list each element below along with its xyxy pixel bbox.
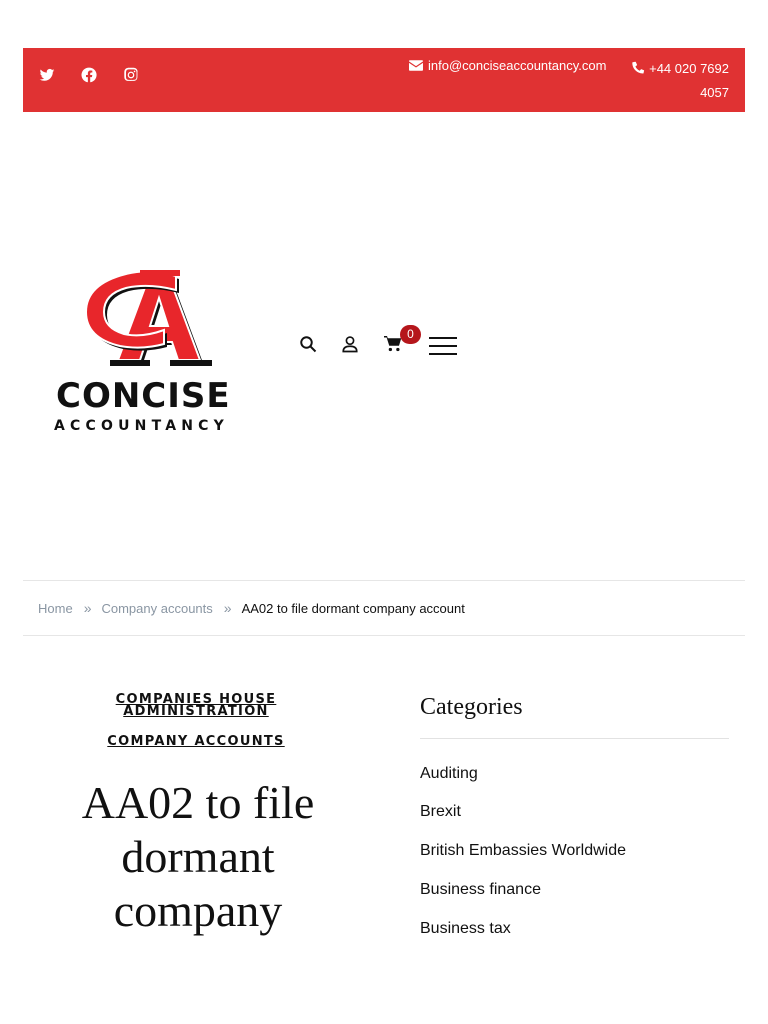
menu-icon[interactable]: [429, 335, 457, 357]
category-link[interactable]: Business tax: [420, 920, 511, 937]
email-link[interactable]: [409, 58, 606, 73]
sidebar-categories-title: Categories: [420, 694, 523, 720]
email-text: info@conciseaccountancy.com: [428, 58, 607, 73]
user-icon[interactable]: [341, 335, 359, 353]
breadcrumb: [23, 580, 745, 636]
post-category-link[interactable]: COMPANY ACCOUNTS: [107, 734, 285, 749]
phone-text: +44 020 7692 4057: [649, 61, 729, 100]
phone-icon: [632, 61, 645, 74]
facebook-icon[interactable]: [80, 66, 98, 84]
chevron-double-right-icon: »: [223, 600, 232, 616]
cart-count-badge: 0: [400, 325, 421, 344]
cart-icon[interactable]: [384, 335, 402, 352]
logo-monogram: [80, 268, 220, 368]
breadcrumb-current: AA02 to file dormant company account: [241, 600, 465, 616]
logo-subtitle: ACCOUNTANCY: [54, 418, 229, 434]
phone-link[interactable]: [619, 57, 729, 105]
category-link[interactable]: Auditing: [420, 765, 478, 782]
post-title: AA02 to file dormant company: [81, 777, 315, 936]
divider: [420, 738, 729, 739]
category-link[interactable]: British Embassies Worldwide: [420, 842, 626, 859]
envelope-icon: [409, 60, 423, 71]
site-logo[interactable]: [50, 268, 250, 438]
search-icon[interactable]: [299, 335, 317, 353]
category-link[interactable]: Brexit: [420, 803, 461, 820]
twitter-icon[interactable]: [38, 66, 56, 84]
category-link[interactable]: Business finance: [420, 881, 541, 898]
chevron-double-right-icon: »: [83, 600, 92, 616]
instagram-icon[interactable]: [122, 66, 140, 84]
breadcrumb-section[interactable]: Company accounts: [101, 600, 213, 616]
top-bar: [23, 48, 745, 112]
breadcrumb-home[interactable]: Home: [38, 600, 73, 616]
logo-name: CONCISE: [56, 376, 231, 416]
post-category-link[interactable]: COMPANIES HOUSE ADMINISTRATION: [115, 692, 277, 719]
